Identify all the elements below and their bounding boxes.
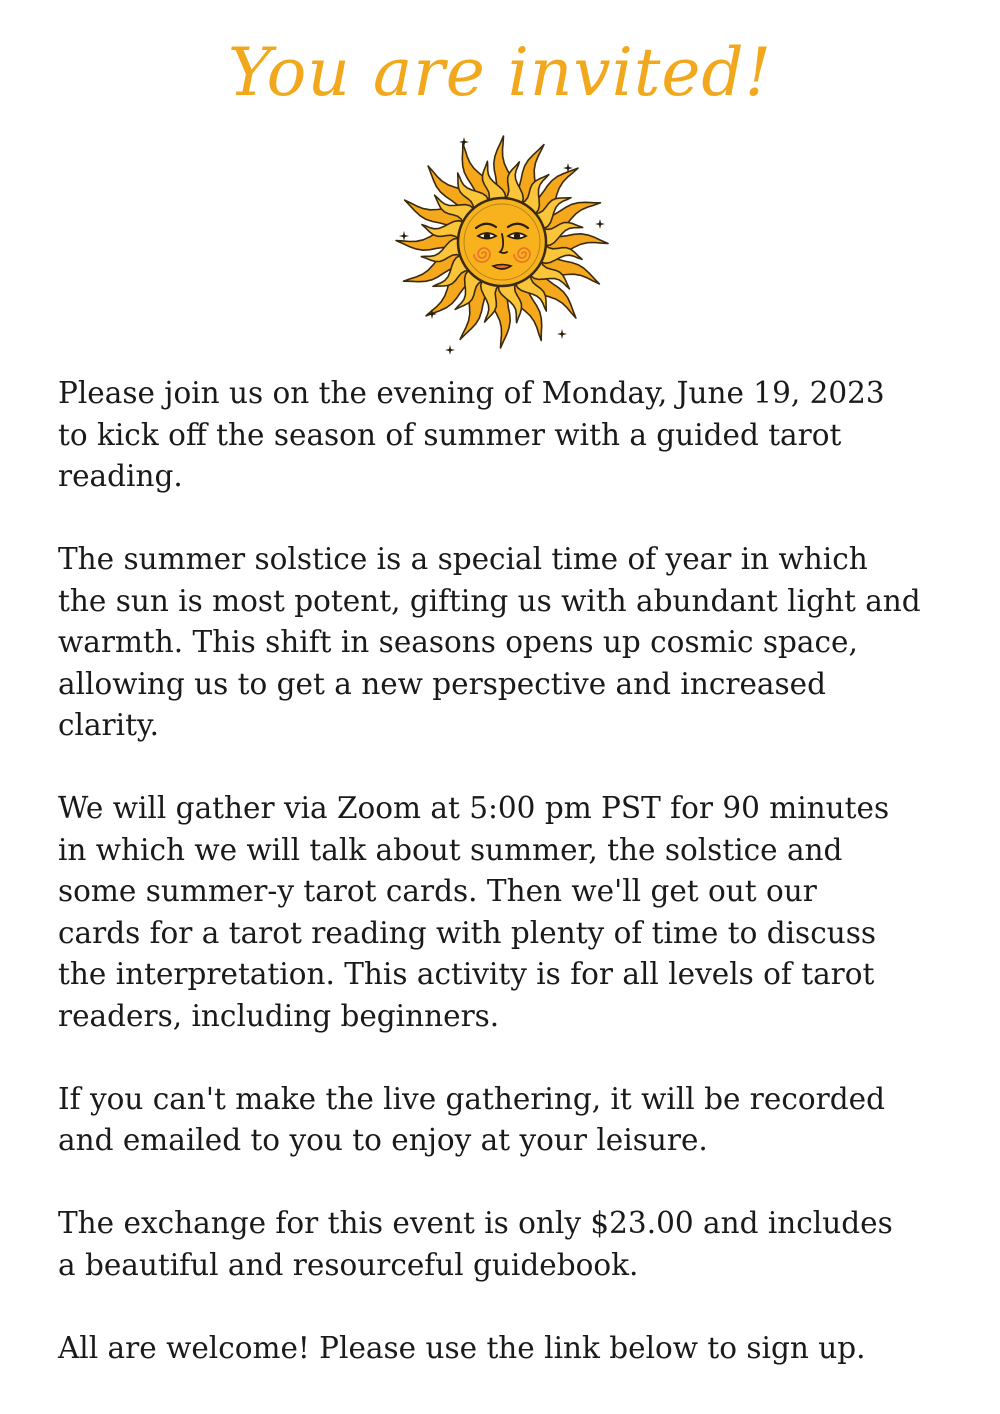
paragraph-event-date: Please join us on the evening of Monday, June 19, 2023 to kick off the season of summer with a guided tarot reading. xyxy=(58,376,885,493)
paragraph-recording: If you can't make the live gathering, it will be recorded and emailed to you to enjoy at your leisure. xyxy=(58,1081,885,1157)
paragraph-signup: All are welcome! Please use the link below to sign up. xyxy=(58,1330,866,1365)
paragraph-zoom-details: We will gather via Zoom at 5:00 pm PST for 90 minutes in which we will talk about summer, the solstice and some summer-y tarot cards. Then we'll get out our cards for a tarot reading with plenty of time to discuss the interpretation. This activity is for all levels of tarot readers, including beginners. xyxy=(58,791,890,1033)
invitation-body xyxy=(58,373,958,1369)
invitation-title: You are invited! xyxy=(227,34,773,111)
paragraph-price: The exchange for this event is only $23.00 and includes a beautiful and resourceful guidebook. xyxy=(58,1206,893,1282)
paragraph-solstice: The summer solstice is a special time of year in which the sun is most potent, gifting us with abundant light and warmth. This shift in seasons opens up cosmic space, allowing us to get a new perspective and increased clarity. xyxy=(58,542,921,742)
sun-face-icon xyxy=(390,130,614,354)
